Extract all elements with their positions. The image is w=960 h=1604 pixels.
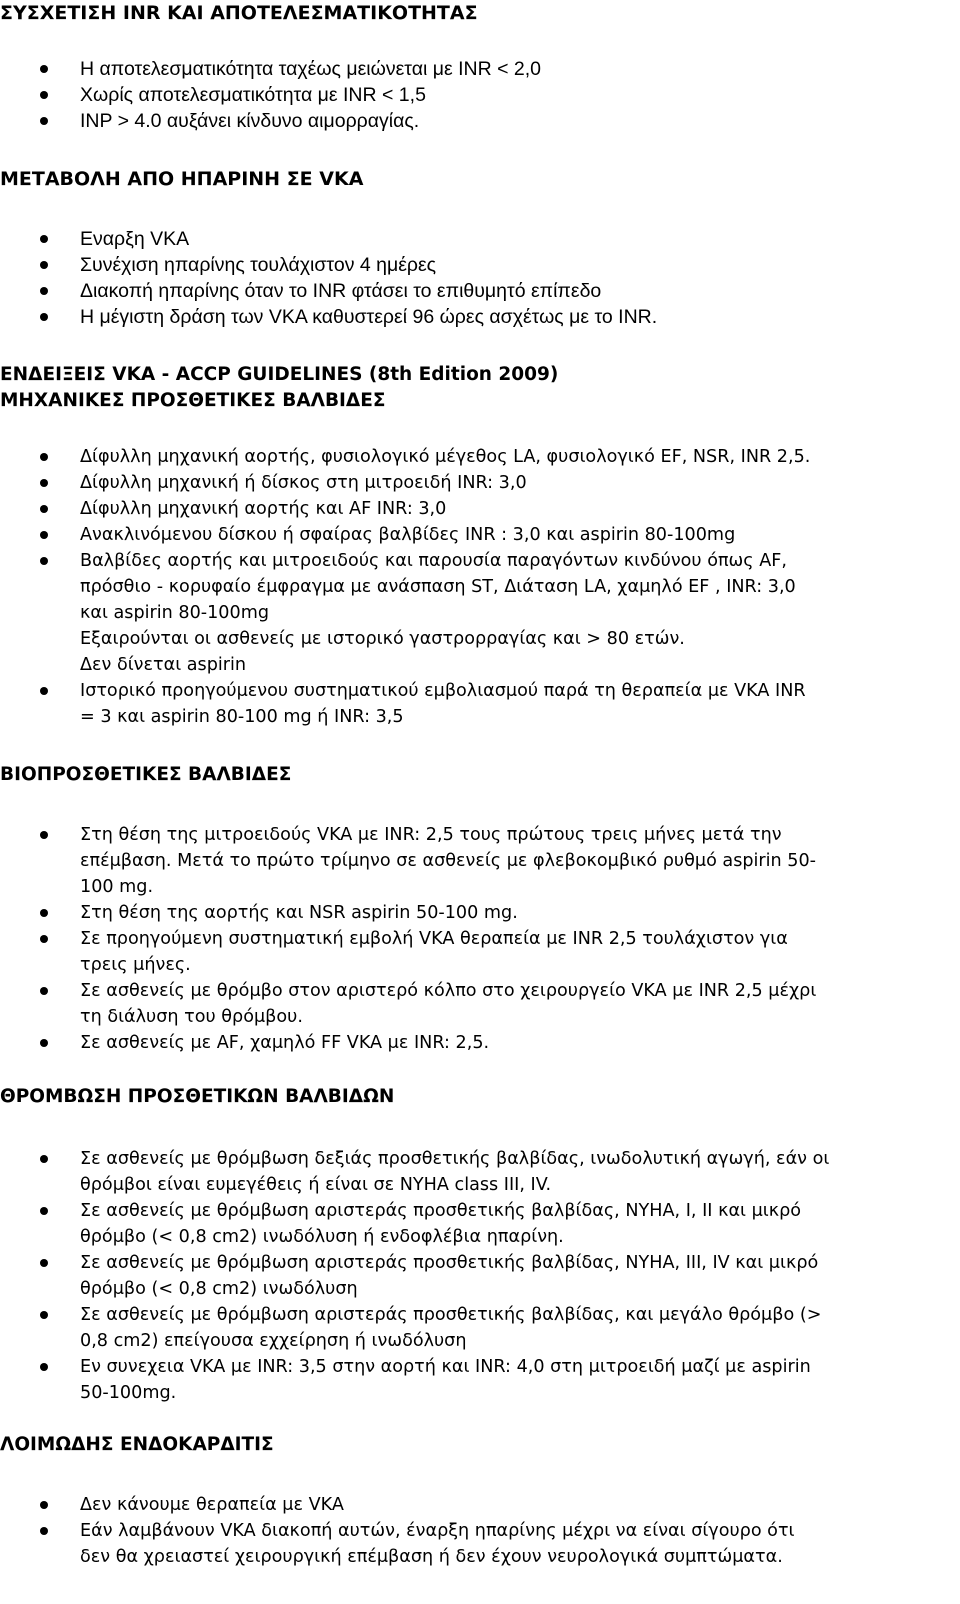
- heading-line-mechanical: ΜΗΧΑΝΙΚΕΣ ΠΡΟΣΘΕΤΙΚΕΣ ΒΑΛΒΙΔΕΣ: [0, 390, 386, 411]
- item-line: Δεν κάνουμε θεραπεία με VKA: [80, 1495, 344, 1515]
- list-item: [0, 978, 960, 1030]
- item-line: Σε ασθενείς με θρόμβο στον αριστερό κόλπο στο χειρουργείο VKA με INR 2,5 μέχρι: [80, 981, 817, 1001]
- item-line: Δίφυλλη μηχανική ή δίσκος στη μιτροειδή INR: 3,0: [80, 473, 527, 493]
- item-line: Σε ασθενείς με AF, χαμηλό FF VKA με INR: 2,5.: [80, 1033, 490, 1053]
- list-item: [0, 1354, 960, 1406]
- list-item: [0, 1518, 960, 1570]
- item-line: 50-100mg.: [80, 1383, 177, 1403]
- item-line: Δίφυλλη μηχανική αορτής, φυσιολογικό μέγεθος LA, φυσιολογικό EF, NSR, INR 2,5.: [80, 447, 811, 467]
- section-heading: ΣΥΣΧΕΤΙΣΗ INR ΚΑΙ ΑΠΟΤΕΛΕΣΜΑΤΙΚΟΤΗΤΑΣ: [0, 2, 478, 24]
- item-line: Στη θέση της αορτής και NSR aspirin 50-100 mg.: [80, 903, 518, 923]
- list-item: [0, 1302, 960, 1354]
- item-line: = 3 και aspirin 80-100 mg ή INR: 3,5: [80, 707, 404, 727]
- list-item: [0, 496, 960, 522]
- section-heading: ΒΙΟΠΡΟΣΘΕΤΙΚΕΣ ΒΑΛΒΙΔΕΣ: [0, 764, 292, 785]
- list-item: Συνέχιση ηπαρίνης τουλάχιστον 4 ημέρες: [0, 252, 960, 278]
- item-line: Σε ασθενείς με θρόμβωση αριστεράς προσθετικής βαλβίδας, NYHA, I, II και μικρό: [80, 1201, 802, 1221]
- bullet-list: [0, 444, 960, 730]
- section-mechanical-valves: [0, 362, 960, 730]
- item-line: Σε ασθενείς με θρόμβωση δεξιάς προσθετικής βαλβίδας, ινωδολυτική αγωγή, εάν οι: [80, 1149, 830, 1169]
- bullet-list: [0, 822, 960, 1056]
- item-line: επέμβαση. Μετά το πρώτο τρίμηνο σε ασθενείς με φλεβοκομβικό ρυθμό aspirin 50-: [80, 851, 817, 871]
- item-line: Ιστορικό προηγούμενου συστηματικού εμβολιασμού παρά τη θεραπεία με VKA INR: [80, 681, 806, 701]
- list-item: [0, 1492, 960, 1518]
- heading-line-guidelines: ΕΝΔΕΙΞΕΙΣ VKA - ACCP GUIDELINES (8th Edition 2009): [0, 364, 559, 385]
- item-line: 0,8 cm2) επείγουσα εχχείρηση ή ινωδόλυση: [80, 1331, 467, 1351]
- list-item: [0, 678, 960, 730]
- item-line: τρεις μήνες.: [80, 955, 191, 975]
- list-item: Διακοπή ηπαρίνης όταν το INR φτάσει το επιθυμητό επίπεδο: [0, 278, 960, 304]
- section-infective-endocarditis: [0, 1432, 960, 1570]
- section-heading: [0, 362, 960, 414]
- item-line: Δίφυλλη μηχανική αορτής και AF INR: 3,0: [80, 499, 447, 519]
- item-line: πρόσθιο - κορυφαίο έμφραγμα με ανάσπαση ST, Διάταση LA, χαμηλό EF , INR: 3,0: [80, 577, 796, 597]
- item-line: θρόμβοι είναι ευμεγέθεις ή είναι σε NYHA class III, IV.: [80, 1175, 552, 1195]
- list-item: [0, 822, 960, 900]
- section-heparin-transition: [0, 166, 960, 330]
- section-heading: ΘΡΟΜΒΩΣΗ ΠΡΟΣΘΕΤΙΚΩΝ ΒΑΛΒΙΔΩΝ: [0, 1086, 395, 1107]
- bullet-list: [0, 1146, 960, 1406]
- section-heading: ΜΕΤΑΒΟΛΗ ΑΠΟ ΗΠΑΡΙΝΗ ΣΕ VKA: [0, 168, 364, 190]
- item-line: θρόμβο (< 0,8 cm2) ινωδόλυση: [80, 1279, 358, 1299]
- list-item: [0, 522, 960, 548]
- list-item: [0, 470, 960, 496]
- section-bioprosthetic-valves: [0, 762, 960, 1056]
- list-item: Εναρξη VKA: [0, 226, 960, 252]
- list-item: Η μέγιστη δράση των VKA καθυστερεί 96 ώρες ασχέτως με το INR.: [0, 304, 960, 330]
- list-item: Η αποτελεσματικότητα ταχέως μειώνεται με INR < 2,0: [0, 56, 960, 82]
- list-item: INP > 4.0 αυξάνει κίνδυνο αιμορραγίας.: [0, 108, 960, 134]
- list-item: [0, 1250, 960, 1302]
- bullet-list: [0, 56, 960, 134]
- item-line: Σε ασθενείς με θρόμβωση αριστεράς προσθετικής βαλβίδας, και μεγάλο θρόμβο (>: [80, 1305, 822, 1325]
- item-line: Σε ασθενείς με θρόμβωση αριστεράς προσθετικής βαλβίδας, NYHA, III, IV και μικρό: [80, 1253, 819, 1273]
- list-item: [0, 926, 960, 978]
- list-item: [0, 444, 960, 470]
- item-line: Στη θέση της μιτροειδούς VKA με INR: 2,5 τους πρώτους τρεις μήνες μετά την: [80, 825, 782, 845]
- list-item: [0, 900, 960, 926]
- bullet-list: [0, 226, 960, 330]
- list-item: [0, 548, 960, 678]
- list-item: [0, 1030, 960, 1056]
- list-item: [0, 1146, 960, 1198]
- item-line: Βαλβίδες αορτής και μιτροειδούς και παρουσία παραγόντων κινδύνου όπως AF,: [80, 551, 787, 571]
- item-line: Εξαιρούνται οι ασθενείς με ιστορικό γαστρορραγίας και > 80 ετών.: [80, 629, 685, 649]
- item-line: 100 mg.: [80, 877, 154, 897]
- bullet-list: [0, 1492, 960, 1570]
- list-item: [0, 1198, 960, 1250]
- item-line: Ανακλινόμενου δίσκου ή σφαίρας βαλβίδες INR : 3,0 και aspirin 80-100mg: [80, 525, 736, 545]
- item-line: και aspirin 80-100mg: [80, 603, 270, 623]
- item-line: τη διάλυση του θρόμβου.: [80, 1007, 303, 1027]
- item-line: Εν συνεχεια VKA με INR: 3,5 στην αορτή και INR: 4,0 στη μιτροειδή μαζί με aspirin: [80, 1357, 811, 1377]
- item-line: δεν θα χρειαστεί χειρουργική επέμβαση ή δεν έχουν νευρολογικά συμπτώματα.: [80, 1547, 783, 1567]
- item-line: θρόμβο (< 0,8 cm2) ινωδόλυση ή ενδοφλέβια ηπαρίνη.: [80, 1227, 564, 1247]
- section-valve-thrombosis: [0, 1084, 960, 1406]
- section-inr-efficacy: [0, 0, 960, 134]
- section-heading: ΛΟΙΜΩΔΗΣ ΕΝΔΟΚΑΡΔΙΤΙΣ: [0, 1434, 274, 1455]
- item-line: Δεν δίνεται aspirin: [80, 655, 247, 675]
- item-line: Εάν λαμβάνουν VKA διακοπή αυτών, έναρξη ηπαρίνης μέχρι να είναι σίγουρο ότι: [80, 1521, 795, 1541]
- item-line: Σε προηγούμενη συστηματική εμβολή VKA θεραπεία με INR 2,5 τουλάχιστον για: [80, 929, 788, 949]
- list-item: Χωρίς αποτελεσματικότητα με INR < 1,5: [0, 82, 960, 108]
